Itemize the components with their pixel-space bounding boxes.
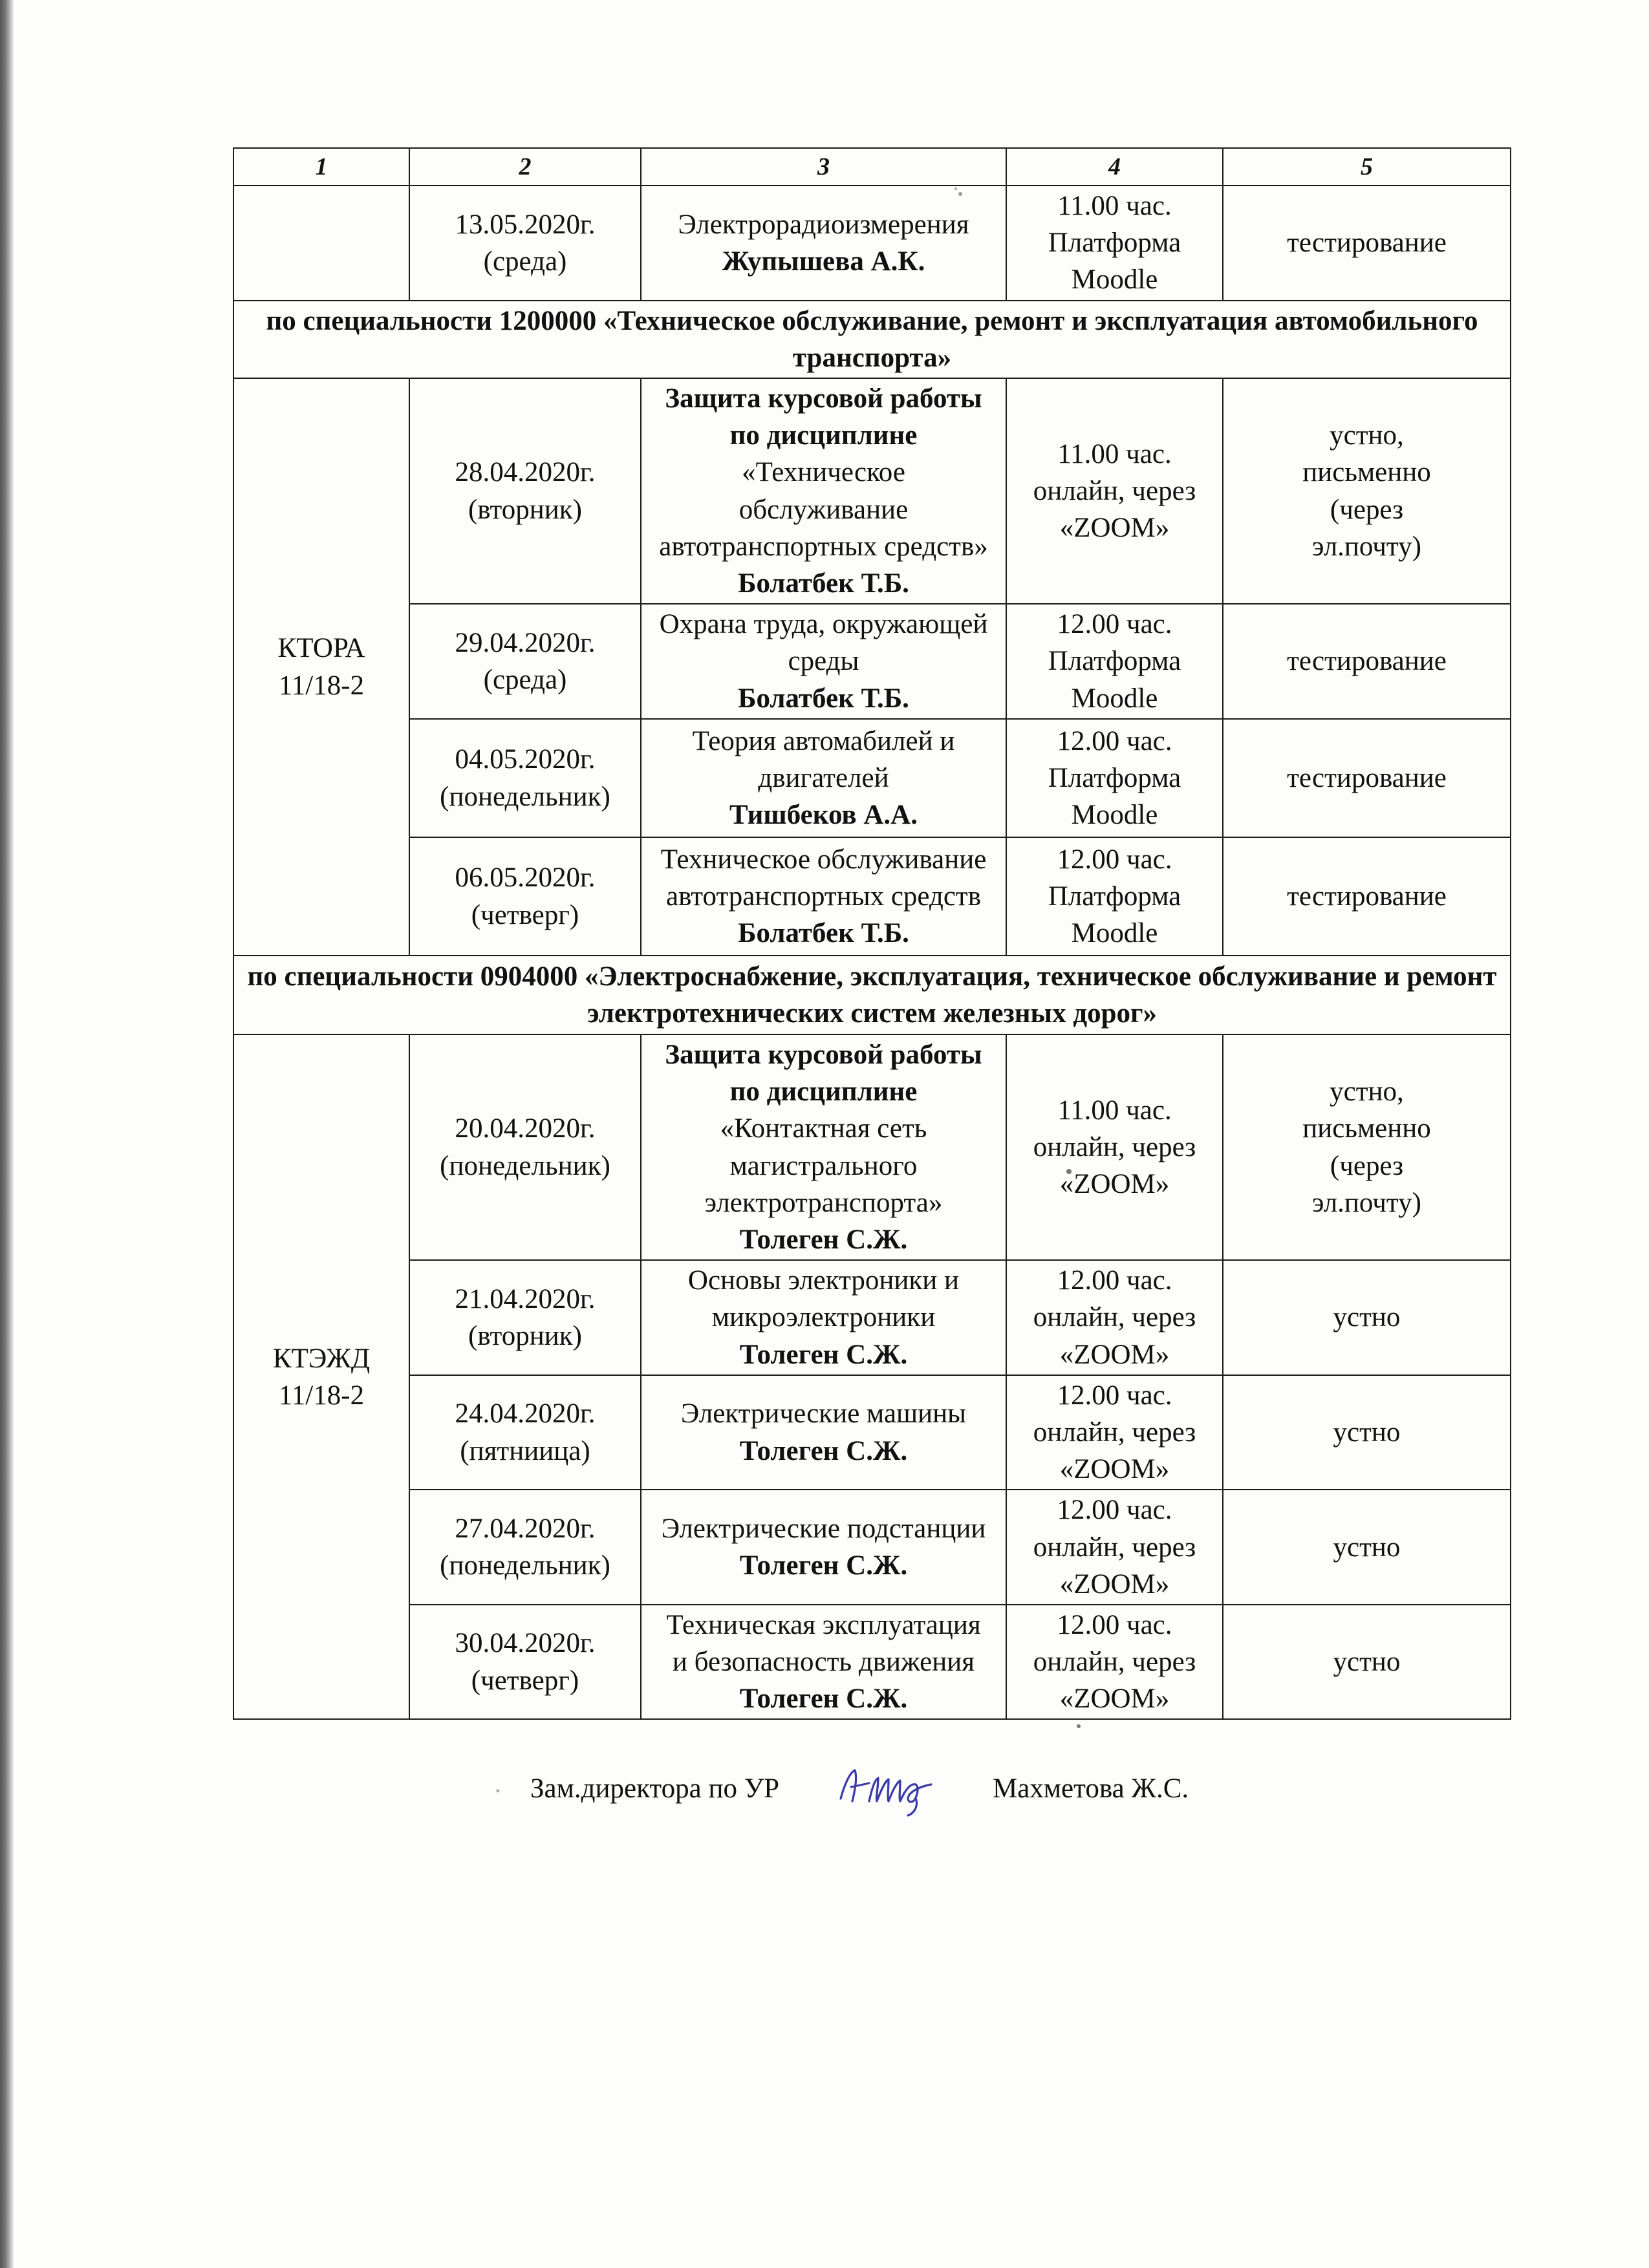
exam-form: тестирование bbox=[1287, 881, 1447, 912]
exam-weekday: (понедельник) bbox=[440, 781, 610, 812]
exam-date: 28.04.2020г. bbox=[455, 457, 596, 488]
subject-name: автотранспортных средств bbox=[665, 881, 982, 912]
subject-name: «Контактная сеть bbox=[720, 1113, 927, 1144]
column-number-row bbox=[233, 148, 1511, 186]
exam-date: 24.04.2020г. bbox=[455, 1398, 596, 1429]
table-row bbox=[233, 378, 1511, 604]
time-cell bbox=[1006, 1375, 1223, 1490]
signer-role: Зам.директора по УР bbox=[530, 1773, 780, 1804]
time-cell bbox=[1006, 1490, 1223, 1605]
form-cell bbox=[1223, 837, 1511, 956]
form-cell bbox=[1223, 378, 1511, 604]
exam-form: тестирование bbox=[1287, 228, 1447, 259]
col-number-3: 3 bbox=[641, 148, 1006, 186]
subject-name: Основы электроники и bbox=[687, 1265, 960, 1296]
exam-time: 12.00 час. bbox=[1057, 1609, 1172, 1640]
date-cell bbox=[409, 1605, 641, 1720]
exam-weekday: (четверг) bbox=[471, 1665, 579, 1696]
date-cell bbox=[409, 604, 641, 719]
subject-cell bbox=[641, 719, 1006, 837]
subject-name: обслуживание bbox=[738, 494, 909, 525]
subject-name: Техническая эксплуатация bbox=[666, 1609, 981, 1640]
subject-name: «Техническое bbox=[742, 457, 905, 488]
date-cell bbox=[409, 1490, 641, 1605]
subject-name: Электрические подстанции bbox=[661, 1513, 986, 1544]
exam-platform: Платформа bbox=[1048, 228, 1181, 259]
form-cell bbox=[1223, 1490, 1511, 1605]
time-cell bbox=[1006, 604, 1223, 719]
exam-form: эл.почту) bbox=[1312, 531, 1421, 562]
exam-weekday: (четверг) bbox=[471, 899, 579, 930]
form-cell bbox=[1223, 604, 1511, 719]
exam-date: 27.04.2020г. bbox=[455, 1513, 596, 1544]
exam-platform: онлайн, через bbox=[1033, 1302, 1196, 1333]
coursework-heading: по дисциплине bbox=[729, 1076, 918, 1107]
exam-form: устно bbox=[1333, 1417, 1401, 1448]
exam-form: (через bbox=[1330, 1150, 1404, 1181]
exam-schedule-table bbox=[233, 147, 1511, 1720]
form-cell bbox=[1223, 1034, 1511, 1260]
coursework-heading: по дисциплине bbox=[729, 420, 918, 451]
subject-name: электротранспорта» bbox=[704, 1187, 943, 1218]
group-code: 11/18-2 bbox=[278, 1380, 365, 1411]
subject-cell bbox=[641, 604, 1006, 719]
col-number-1: 1 bbox=[233, 148, 409, 186]
date-cell bbox=[409, 837, 641, 956]
exam-date: 21.04.2020г. bbox=[455, 1283, 596, 1314]
group-code: КТЭЖД bbox=[272, 1343, 371, 1374]
exam-weekday: (понедельник) bbox=[440, 1150, 610, 1181]
exam-platform: «ZOOM» bbox=[1059, 1169, 1170, 1200]
signer-name: Махметова Ж.С. bbox=[993, 1773, 1189, 1804]
date-cell bbox=[409, 1375, 641, 1490]
subject-cell bbox=[641, 378, 1006, 604]
form-cell bbox=[1223, 1605, 1511, 1720]
group-cell bbox=[233, 378, 409, 956]
subject-name: среды bbox=[788, 646, 859, 677]
exam-time: 11.00 час. bbox=[1057, 191, 1172, 221]
specialty-row bbox=[233, 301, 1511, 378]
exam-platform: онлайн, через bbox=[1033, 1647, 1196, 1678]
exam-weekday: (вторник) bbox=[468, 1320, 582, 1351]
subject-cell bbox=[641, 1605, 1006, 1720]
exam-form: устно, bbox=[1330, 1076, 1404, 1107]
exam-time: 12.00 час. bbox=[1057, 1495, 1172, 1526]
teacher-name: Жупышева А.К. bbox=[722, 246, 925, 277]
teacher-name: Толеген С.Ж. bbox=[739, 1550, 908, 1581]
exam-time: 11.00 час. bbox=[1057, 1095, 1172, 1126]
subject-name: автотранспортных средств» bbox=[659, 531, 988, 562]
exam-time: 12.00 час. bbox=[1057, 725, 1172, 756]
form-cell bbox=[1223, 719, 1511, 837]
exam-form: эл.почту) bbox=[1312, 1187, 1421, 1218]
time-cell bbox=[1006, 186, 1223, 301]
time-cell bbox=[1006, 719, 1223, 837]
col-number-2: 2 bbox=[409, 148, 641, 186]
table-row bbox=[233, 186, 1511, 301]
exam-date: 30.04.2020г. bbox=[455, 1628, 596, 1659]
subject-cell bbox=[641, 1490, 1006, 1605]
col-number-4: 4 bbox=[1006, 148, 1223, 186]
exam-platform: онлайн, через bbox=[1033, 475, 1196, 506]
col-number-5: 5 bbox=[1223, 148, 1511, 186]
subject-name: Электрорадиоизмерения bbox=[678, 209, 969, 240]
date-cell bbox=[409, 719, 641, 837]
exam-date: 20.04.2020г. bbox=[455, 1113, 596, 1144]
exam-weekday: (вторник) bbox=[468, 494, 582, 525]
exam-platform: онлайн, через bbox=[1033, 1532, 1196, 1563]
exam-date: 13.05.2020г. bbox=[455, 209, 596, 240]
exam-form: тестирование bbox=[1287, 646, 1447, 677]
subject-name: Электрические машины bbox=[680, 1398, 967, 1429]
exam-time: 12.00 час. bbox=[1057, 609, 1172, 640]
exam-time: 11.00 час. bbox=[1057, 438, 1172, 469]
form-cell bbox=[1223, 1375, 1511, 1490]
table-row bbox=[233, 837, 1511, 956]
exam-platform: Платформа bbox=[1048, 881, 1181, 912]
table-row bbox=[233, 1375, 1511, 1490]
teacher-name: Толеген С.Ж. bbox=[739, 1339, 908, 1370]
group-cell bbox=[233, 186, 409, 301]
subject-name: двигателей bbox=[758, 762, 889, 793]
subject-cell bbox=[641, 837, 1006, 956]
teacher-name: Болатбек Т.Б. bbox=[738, 918, 909, 949]
form-cell bbox=[1223, 186, 1511, 301]
coursework-heading: Защита курсовой работы bbox=[665, 383, 982, 414]
exam-platform: «ZOOM» bbox=[1059, 1568, 1170, 1599]
subject-cell bbox=[641, 1260, 1006, 1375]
group-code: КТОРА bbox=[277, 633, 365, 664]
exam-weekday: (понедельник) bbox=[440, 1550, 610, 1581]
exam-time: 12.00 час. bbox=[1057, 1380, 1172, 1411]
group-cell bbox=[233, 1034, 409, 1719]
exam-time: 12.00 час. bbox=[1057, 1265, 1172, 1296]
exam-platform: Moodle bbox=[1071, 683, 1158, 714]
exam-form: (через bbox=[1330, 494, 1404, 525]
date-cell bbox=[409, 1260, 641, 1375]
exam-platform: Moodle bbox=[1071, 264, 1158, 295]
subject-name: Техническое обслуживание bbox=[660, 844, 987, 875]
exam-date: 29.04.2020г. bbox=[455, 627, 596, 658]
time-cell bbox=[1006, 1260, 1223, 1375]
exam-platform: Платформа bbox=[1048, 762, 1181, 793]
exam-platform: онлайн, через bbox=[1033, 1132, 1196, 1163]
exam-platform: «ZOOM» bbox=[1059, 1684, 1170, 1715]
time-cell bbox=[1006, 1034, 1223, 1260]
specialty-title: по специальности 1200000 «Техническое обслуживание, ремонт и эксплуатация автомобильного транспорта» bbox=[233, 301, 1511, 378]
subject-name: Охрана труда, окружающей bbox=[659, 609, 988, 640]
exam-form: устно bbox=[1333, 1647, 1401, 1678]
teacher-name: Болатбек Т.Б. bbox=[738, 568, 909, 599]
table-row bbox=[233, 1034, 1511, 1260]
exam-platform: «ZOOM» bbox=[1059, 513, 1170, 544]
subject-name: и безопасность движения bbox=[672, 1647, 975, 1678]
teacher-name: Болатбек Т.Б. bbox=[738, 683, 909, 714]
exam-weekday: (среда) bbox=[483, 246, 567, 277]
exam-form: устно bbox=[1333, 1302, 1401, 1333]
teacher-name: Толеген С.Ж. bbox=[739, 1435, 908, 1466]
subject-cell bbox=[641, 1034, 1006, 1260]
teacher-name: Толеген С.Ж. bbox=[739, 1684, 908, 1715]
teacher-name: Толеген С.Ж. bbox=[739, 1225, 908, 1255]
table-row bbox=[233, 1605, 1511, 1720]
coursework-heading: Защита курсовой работы bbox=[665, 1040, 982, 1071]
exam-platform: Moodle bbox=[1071, 918, 1158, 949]
signature-block bbox=[530, 1759, 1306, 1817]
specialty-title: по специальности 0904000 «Электроснабжение, эксплуатация, техническое обслуживание и ремонт электротехнических систем железных дорог» bbox=[233, 956, 1511, 1034]
table-row bbox=[233, 604, 1511, 719]
exam-date: 04.05.2020г. bbox=[455, 744, 596, 775]
subject-name: магистрального bbox=[729, 1150, 918, 1181]
time-cell bbox=[1006, 837, 1223, 956]
date-cell bbox=[409, 186, 641, 301]
subject-name: микроэлектроники bbox=[711, 1302, 936, 1333]
exam-platform: онлайн, через bbox=[1033, 1417, 1196, 1448]
time-cell bbox=[1006, 1605, 1223, 1720]
table-row bbox=[233, 719, 1511, 837]
table-row bbox=[233, 1260, 1511, 1375]
exam-form: устно bbox=[1333, 1532, 1401, 1563]
subject-name: Теория автомабилей и bbox=[692, 725, 955, 756]
date-cell bbox=[409, 378, 641, 604]
time-cell bbox=[1006, 378, 1223, 604]
exam-platform: «ZOOM» bbox=[1059, 1454, 1170, 1485]
teacher-name: Тишбеков А.А. bbox=[729, 800, 918, 831]
form-cell bbox=[1223, 1260, 1511, 1375]
specialty-row bbox=[233, 956, 1511, 1034]
exam-weekday: (среда) bbox=[483, 665, 567, 696]
exam-form: тестирование bbox=[1287, 762, 1447, 793]
date-cell bbox=[409, 1034, 641, 1260]
exam-platform: Платформа bbox=[1048, 646, 1181, 677]
group-code: 11/18-2 bbox=[278, 670, 365, 701]
table-row bbox=[233, 1490, 1511, 1605]
exam-form: устно, bbox=[1330, 420, 1404, 451]
exam-form: письменно bbox=[1302, 457, 1431, 488]
exam-platform: Moodle bbox=[1071, 800, 1158, 831]
exam-time: 12.00 час. bbox=[1057, 844, 1172, 875]
handwritten-signature bbox=[835, 1759, 945, 1817]
exam-date: 06.05.2020г. bbox=[455, 862, 596, 893]
exam-platform: «ZOOM» bbox=[1059, 1339, 1170, 1370]
subject-cell bbox=[641, 186, 1006, 301]
exam-weekday: (пятниица) bbox=[460, 1435, 590, 1466]
subject-cell bbox=[641, 1375, 1006, 1490]
exam-form: письменно bbox=[1302, 1113, 1431, 1144]
